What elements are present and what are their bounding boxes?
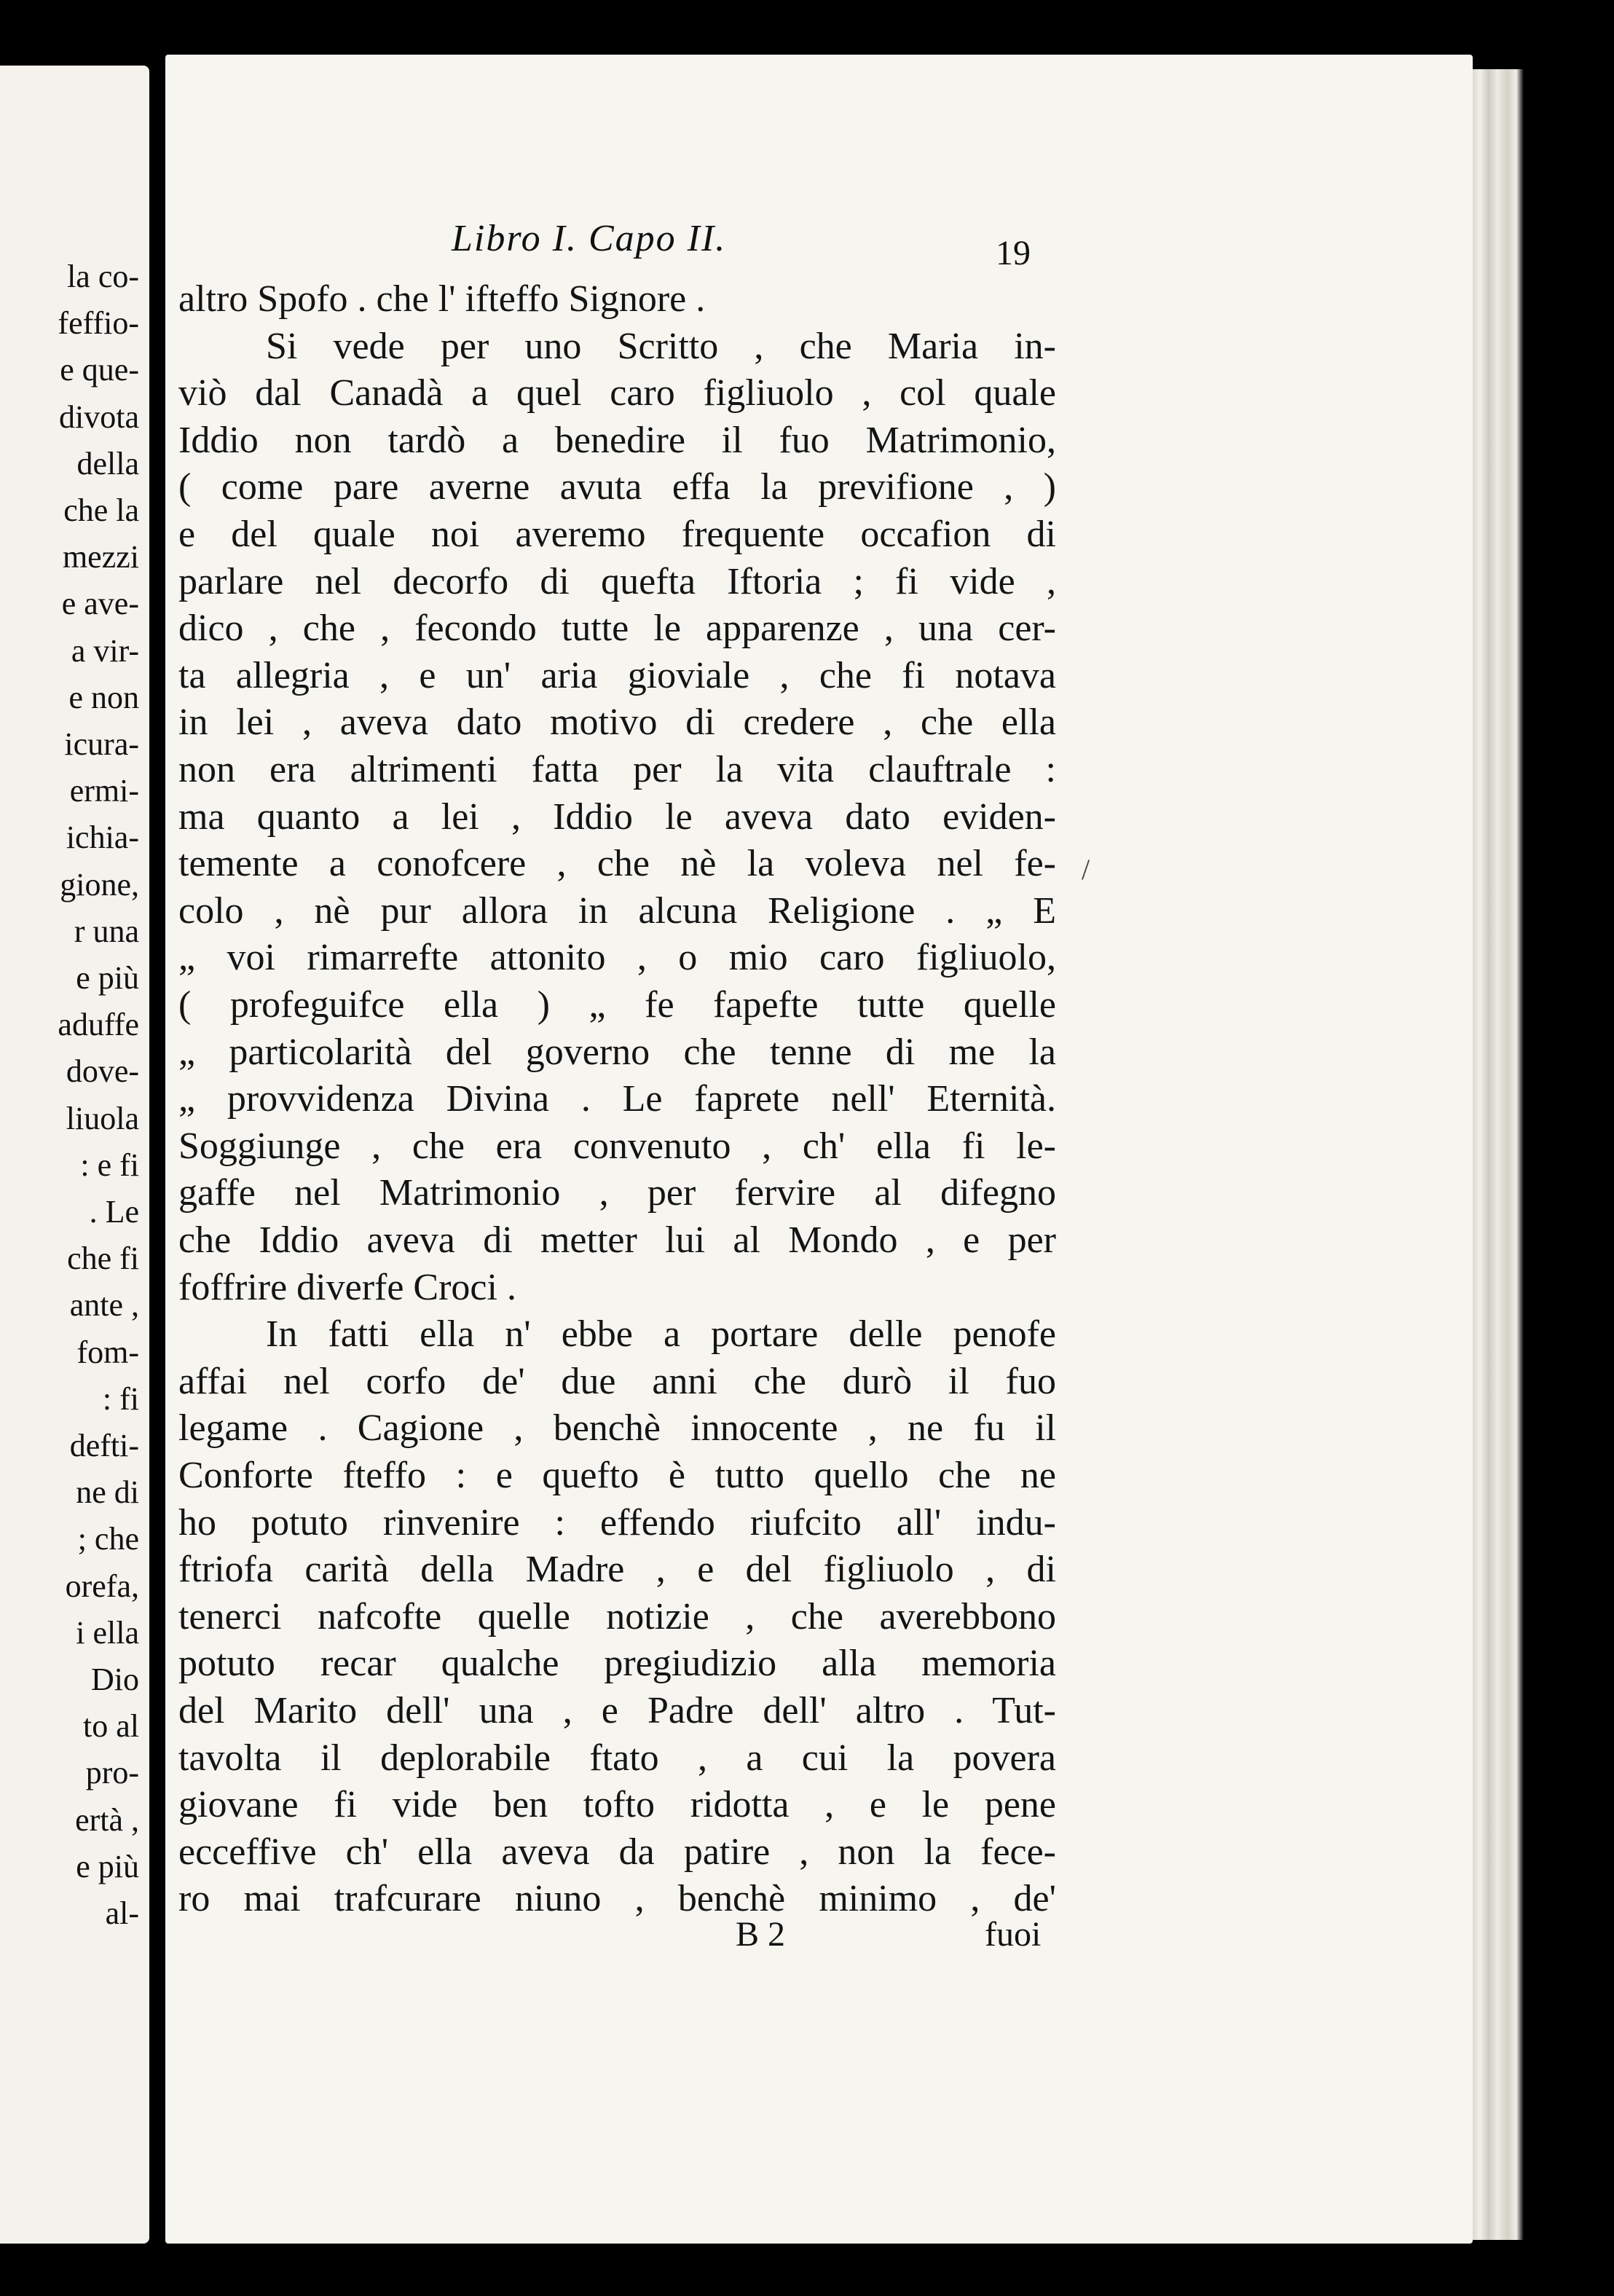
left-page-fragment: dove- xyxy=(66,1053,139,1090)
body-line: ftriofa carità della Madre , e del figliuolo , di xyxy=(178,1549,1056,1591)
body-line: Soggiunge , che era convenuto , ch' ella fi le- xyxy=(178,1125,1056,1167)
left-page-fragment: pro- xyxy=(85,1755,139,1791)
left-page-fragment: i ella xyxy=(76,1614,139,1651)
body-line: ro mai trafcurare niuno , benchè minimo , de' xyxy=(178,1878,1056,1920)
body-line: legame . Cagione , benchè innocente , ne fu il xyxy=(178,1407,1056,1450)
body-line: tavolta il deplorabile ftato , a cui la povera xyxy=(178,1737,1056,1779)
left-page-fragment: Dio xyxy=(91,1662,139,1697)
left-page-fragment: a vir- xyxy=(71,632,139,669)
body-line: che Iddio aveva di metter lui al Mondo , e per xyxy=(178,1219,1056,1261)
body-line: parlare nel decorfo di quefta Iftoria ; fi vide , xyxy=(178,560,1056,602)
body-line: ma quanto a lei , Iddio le aveva dato eviden- xyxy=(178,795,1056,838)
left-page-fragment: e ave- xyxy=(61,586,139,622)
book-gutter xyxy=(149,0,165,2296)
left-page-fragment: e più xyxy=(76,960,139,996)
left-page-fragment: al- xyxy=(105,1895,139,1931)
body-line: affai nel corfo de' due anni che durò il fuo xyxy=(178,1360,1056,1402)
body-line: ho potuto rinvenire : effendo riufcito all' indu- xyxy=(178,1501,1056,1544)
left-page-fragment: liuola xyxy=(66,1100,139,1136)
body-line: Iddio non tardò a benedire il fuo Matrimonio, xyxy=(178,419,1056,461)
left-page-fragment: . Le xyxy=(89,1194,139,1230)
left-page-fragment: defti- xyxy=(69,1428,139,1463)
body-line: Si vede per uno Scritto , che Maria in- xyxy=(266,325,1056,367)
body-line: potuto recar qualche pregiudizio alla memoria xyxy=(178,1643,1056,1685)
left-page-fragment: feffio- xyxy=(58,305,139,342)
body-line: e del quale noi averemo frequente occafion di xyxy=(178,514,1056,555)
page-number: 19 xyxy=(996,234,1031,272)
body-line: In fatti ella n' ebbe a portare delle penofe xyxy=(266,1313,1056,1356)
left-page-fragment: la co- xyxy=(67,259,139,294)
left-page-fragment: aduffe xyxy=(58,1007,139,1043)
running-header: Libro I. Capo II. xyxy=(452,218,727,259)
left-page-fragment: e più xyxy=(76,1848,139,1884)
left-page-fragment: icura- xyxy=(64,726,139,762)
left-page-fragment: orefa, xyxy=(65,1568,139,1604)
body-line: „ particolarità del governo che tenne di me la xyxy=(178,1031,1056,1073)
left-page-fragment: r una xyxy=(74,913,139,949)
left-page-fragment: : e fi xyxy=(80,1147,139,1183)
left-page-fragment: fom- xyxy=(76,1334,139,1370)
body-line: „ voi rimarrefte attonito , o mio caro figliuolo, xyxy=(178,937,1056,979)
left-page-fragment: che fi xyxy=(67,1241,139,1277)
body-line: non era altrimenti fatta per la vita clauftrale : xyxy=(178,749,1056,790)
body-line: viò dal Canadà a quel caro figliuolo , col quale xyxy=(178,372,1056,414)
left-page-fragment: che la xyxy=(63,492,139,528)
left-page-fragment: mezzi xyxy=(62,539,139,575)
left-page-fragment: to al xyxy=(83,1708,139,1745)
body-line: giovane fi vide ben tofto ridotta , e le pene xyxy=(178,1784,1056,1826)
body-line: dico , che , fecondo tutte le apparenze , una cer- xyxy=(178,608,1056,650)
left-page-fragment: ertà , xyxy=(75,1801,139,1838)
body-line: del Marito dell' una , e Padre dell' altro . Tut- xyxy=(178,1690,1056,1731)
left-page-fragment: ; che xyxy=(77,1521,139,1557)
body-line: altro Spofo . che l' ifteffo Signore . xyxy=(178,278,706,320)
left-page-fragment: ante , xyxy=(69,1287,139,1324)
body-line: in lei , aveva dato motivo di credere , che ella xyxy=(178,701,1056,744)
left-page-fragment: : fi xyxy=(102,1380,139,1417)
body-line: temente a conofcere , che nè la voleva nel fe- xyxy=(178,843,1056,885)
signature-mark: B 2 xyxy=(736,1915,786,1954)
left-page-fragment: ne di xyxy=(76,1474,139,1511)
page-fore-edge xyxy=(1473,69,1524,2240)
left-page-fragment: ermi- xyxy=(69,773,139,809)
margin-mark: / xyxy=(1082,853,1090,886)
body-line: ( come pare averne avuta effa la previfione , ) xyxy=(178,466,1056,508)
facing-page-left xyxy=(0,66,149,2244)
left-page-fragment: gione, xyxy=(60,866,139,903)
body-line: gaffe nel Matrimonio , per fervire al difegno xyxy=(178,1172,1056,1214)
body-line: ta allegria , e un' aria gioviale , che fi notava xyxy=(178,654,1056,696)
body-line: Conforte fteffo : e quefto è tutto quello che ne xyxy=(178,1455,1056,1496)
left-page-fragment: e non xyxy=(68,679,139,715)
left-page-fragment: e que- xyxy=(60,352,139,388)
body-line: tenerci nafcofte quelle notizie , che averebbono xyxy=(178,1595,1056,1638)
left-page-fragment: ichia- xyxy=(66,819,139,856)
body-line: foffrire diverfe Croci . xyxy=(178,1266,516,1308)
body-line: „ provvidenza Divina . Le faprete nell' Eternità. xyxy=(178,1078,1056,1120)
left-page-fragment: della xyxy=(76,445,139,481)
body-line: ecceffive ch' ella aveva da patire , non la fece- xyxy=(178,1831,1056,1873)
left-page-fragment: divota xyxy=(59,398,139,435)
catchword: fuoi xyxy=(985,1915,1042,1954)
body-line: colo , nè pur allora in alcuna Religione . „ E xyxy=(178,889,1056,932)
body-line: ( profeguifce ella ) „ fe fapefte tutte quelle xyxy=(178,984,1056,1026)
